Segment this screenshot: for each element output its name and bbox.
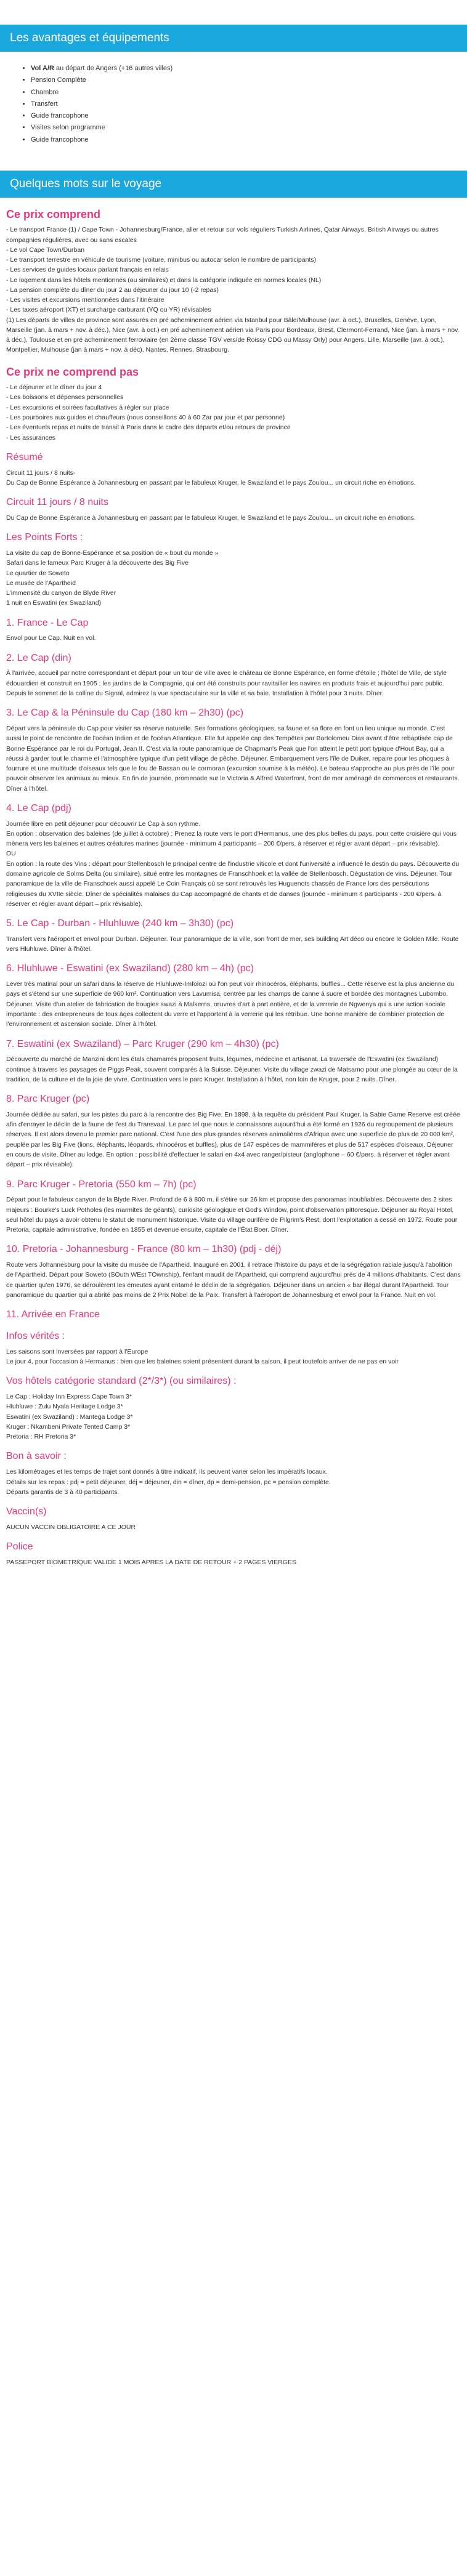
price-includes-line: - La pension complète du dîner du jour 2 au déjeuner du jour 10 (-2 repas) <box>6 286 219 294</box>
infos-title: Infos vérités : <box>6 1331 65 1342</box>
trip-content <box>0 208 467 1567</box>
page <box>0 25 467 1567</box>
advantage-item <box>31 99 467 110</box>
price-includes <box>6 208 461 355</box>
advantage-item-text: au départ de Angers (+16 autres villes) <box>54 65 173 72</box>
infos-line: Le jour 4, pour l'occasion à Hermanus : bien que les baleines soient présentent durant la saison, il peut toutefois arriver de ne pas en voir <box>6 1358 399 1366</box>
highlights-title: Les Points Forts : <box>6 532 83 543</box>
day-4-title: 4. Le Cap (pdj) <box>6 802 71 814</box>
price-excludes-line: - Les boissons et dépenses personnelles <box>6 394 124 402</box>
price-includes-line: - Les taxes aéroport (XT) et surcharge carburant (YQ ou YR) révisables <box>6 306 211 314</box>
highlights-line: Le quartier de Soweto <box>6 569 70 577</box>
words-banner <box>0 171 467 198</box>
highlights <box>6 531 461 608</box>
price-excludes-line: - Les excursions et soirées facultatives à régler sur place <box>6 403 169 411</box>
day-1-line: Envol pour Le Cap. Nuit en vol. <box>6 634 96 642</box>
hotels-line: Pretoria : RH Pretoria 3* <box>6 1433 76 1441</box>
day-7-title: 7. Eswatini (ex Swaziland) – Parc Kruger (290 km – 4h30) (pc) <box>6 1038 279 1049</box>
advantage-item <box>31 63 467 75</box>
price-includes-line: - Le logement dans les hôtels mentionnés (ou similaires) et dans la catégorie indiquée en normes locales (NL) <box>6 276 322 284</box>
advantages-banner <box>0 25 467 52</box>
advantage-item-text: Guide francophone <box>31 135 89 143</box>
day-11 <box>6 1309 461 1322</box>
day-5-line: Transfert vers l'aéroport et envol pour Durban. Déjeuner. Tour panoramique de la ville, son front de mer, ses building Art déco ou encore le Golden Mile. Route vers Hluhluwe. Dîner à l'hôtel. <box>6 935 459 953</box>
vaccines-line: AUCUN VACCIN OBLIGATOIRE A CE JOUR <box>6 1523 136 1531</box>
advantages-list <box>20 63 467 146</box>
price-includes-title: Ce prix comprend <box>6 208 101 220</box>
price-includes-line: - Les services de guides locaux parlant français en relais <box>6 266 169 274</box>
price-excludes-line: - Les pourboires aux guides et chauffeurs (nous conseillons 40 à 60 Zar par jour et par personne) <box>6 414 285 421</box>
good-to-know-line: Détails sur les repas : pdj = petit déjeuner, déj = déjeuner, din = dîner, dp = demi-pension, pc = pension complète. <box>6 1478 331 1486</box>
highlights-line: Safari dans le fameux Parc Kruger à la découverte des Big Five <box>6 559 189 567</box>
day-6-title: 6. Hluhluwe - Eswatini (ex Swaziland) (280 km – 4h) (pc) <box>6 963 254 974</box>
day-3 <box>6 707 461 794</box>
day-2-line: À l'arrivée, accueil par notre correspondant et départ pour un tour de ville avec le château de Bonne Espérance, en forme d'étoile ; l'hôtel de Ville, de style édouardien et construit en 1905 ; les jardins de la Compagnie, qui ont été construits pour ravitailler les navires en produits frais et aujourd'hui parc public. Depuis le sommet de la colline du Signal, admirez la vue spectaculaire sur la ville et sa baie. Installation à l'hôtel pour 3 nuits. Dîner. <box>6 669 447 697</box>
advantage-item <box>31 87 467 99</box>
day-5 <box>6 918 461 954</box>
day-1-title: 1. France - Le Cap <box>6 617 89 628</box>
advantage-item-text: Guide francophone <box>31 112 89 119</box>
day-8-line: Journée dédiée au safari, sur les pistes du parc à la rencontre des Big Five. En 1898, à la requête du président Paul Kruger, la Sabie Game Reserve est créée afin d'enrayer le déclin de la faune de l'est du Transvaal. Le parc tel que nous le connaissons aujourd'hui a été formé en 1926 du regroupement de plusieurs réserves. Il est alors devenu le premier parc national. C'est l'une des plus grandes réserves animalières d'Afrique avec une superficie de plus de 20 000 km², peuplée par les Big Five (lions, éléphants, léopards, rhinocéros et buffles), plus de 147 espèces de mammifères et plus de 517 espèces d'oiseaux. Déjeuner en cours de visite. Dîner au lodge. En option : possibilité d'effectuer le safari en 4x4 avec ranger/pisteur (anglophone – 60 €/pers. à réserver et régler avant départ – prix révisable). <box>6 1110 460 1169</box>
advantages-title: Les avantages et équipements <box>10 31 169 45</box>
highlights-line: Le musée de l'Apartheid <box>6 579 76 587</box>
day-7-line: Découverte du marché de Manzini dont les étals chamarrés proposent fruits, légumes, médecine et artisanat. La traversée de l'Eswatini (ex Swaziland) continue à travers les paysages de Piggs Peak, souvent comparés à la Suisse. Déjeuner. Visite du village zwazi de Matsamo pour une plongée au cœur de la tradition, de la culture et de la joie de vivre. Continuation vers le parc Kruger. Installation à l'hôtel, non loin de Kruger, pour 2 nuits. Dîner. <box>6 1056 458 1083</box>
price-excludes-title: Ce prix ne comprend pas <box>6 365 139 378</box>
advantage-item <box>31 75 467 86</box>
day-4-line: Journée libre en petit déjeuner pour découvrir Le Cap à son rythme. <box>6 820 201 828</box>
day-4-line: En option : observation des baleines (de juillet à octobre) : Prenez la route vers le port d'Hermanus, une des plus belles du pays, pour cette croisière qui vous mènera vers les baleines et autres créatures marines (journée - minimum 4 participants – 200 €/pers. à réserver et régler avant départ – prix révisable). <box>6 830 457 848</box>
price-includes-line: - Le vol Cape Town/Durban <box>6 246 85 254</box>
words-title: Quelques mots sur le voyage <box>10 177 162 191</box>
day-8-title: 8. Parc Kruger (pc) <box>6 1094 90 1105</box>
day-10-line: Route vers Johannesburg pour la visite du musée de l'Apartheid. Inauguré en 2001, il retrace l'histoire du pays et de la ségrégation raciale jusqu'à l'abolition de l'Apartheid. Départ pour Soweto (SOuth WEst TOwnship), l'enfant maudit de l'Apartheid, qui comprend aujourd'hui près de 4 millions d'habitants. C'est dans ce quartier qu'en 1976, se déroulèrent les émeutes ayant entamé le déclin de la ségrégation. Déjeuner dans un ancien « bar illégal durant l'Apartheid. Tour panoramique du quartier qui a abrité pas moins de 2 Prix Nobel de la Paix. Transfert à l'aéroport de Johannesburg et envol pour la France. Nuit en vol. <box>6 1261 461 1299</box>
good-to-know <box>6 1450 461 1497</box>
circuit <box>6 496 461 523</box>
day-9-title: 9. Parc Kruger - Pretoria (550 km – 7h) (pc) <box>6 1179 197 1190</box>
day-4-line: En option : la route des Vins : départ pour Stellenbosch le principal centre de l'industrie viticole et dont l'université a influencé le destin du pays. Découverte du domaine agricole de Solms Delta (ou similaire), situé entre les montagnes de Franschhoek et la vallée de Stellenbosch. Dégustation de vins. Déjeuner. Tour panoramique de la ville de Franschoek aussi appelé Le Coin Français où se sont retrouvés les Huguenots chassés de France lors des persécutions religieuses du XVIIe siècle. Dîner de spécialités malaises du Cap accompagné de chants et de danses (journée - minimum 4 participants - 200 €/pers. à réserver et régler avant départ – prix révisable). <box>6 860 460 908</box>
day-8 <box>6 1093 461 1169</box>
hotels-line: Hluhluwe : Zulu Nyala Heritage Lodge 3* <box>6 1403 123 1411</box>
day-10 <box>6 1243 461 1300</box>
day-4-line: OU <box>6 850 16 858</box>
price-excludes <box>6 365 461 443</box>
price-excludes-line: - Les assurances <box>6 434 55 442</box>
good-to-know-title: Bon à savoir : <box>6 1451 67 1462</box>
advantage-item-text: Pension Complète <box>31 76 86 84</box>
advantage-item-strong: Vol A/R <box>31 65 54 72</box>
day-9-line: Départ pour le fabuleux canyon de la Blyde River. Profond de 6 à 800 m, il s'étire sur 26 km et propose des panoramas inoubliables. Découverte des 2 sites majeurs : Bourke's Luck Potholes (les marmites de géants), curiosité géologique et God's Window, point d'observation pittoresque. Déjeuner au Royal Hotel, seul hôtel du pays a avoir obtenu le statut de monument historique. Visite du village ourifère de Pilgrim's Rest, dont l'exploitation a cessé en 1972. Route pour Pretoria, capitale administrative, fondée en 1855 et devenue ensuite, capitale de l'État Boer. Dîner. <box>6 1196 458 1234</box>
advantage-item-text: Visites selon programme <box>31 124 105 132</box>
highlights-line: L'immensité du canyon de Blyde River <box>6 589 116 597</box>
highlights-line: La visite du cap de Bonne-Espérance et sa position de « bout du monde » <box>6 549 219 557</box>
day-11-title: 11. Arrivée en France <box>6 1309 100 1320</box>
day-9 <box>6 1179 461 1235</box>
hotels-title: Vos hôtels catégorie standard (2*/3*) (ou similaires) : <box>6 1376 237 1387</box>
day-2 <box>6 652 461 699</box>
circuit-title: Circuit 11 jours / 8 nuits <box>6 497 108 508</box>
infos <box>6 1330 461 1367</box>
day-4 <box>6 802 461 909</box>
day-3-line: Départ vers la péninsule du Cap pour visiter sa réserve naturelle. Ses formations géologiques, sa faune et sa flore en font un lieu unique au monde. C'est aussi le point de rencontre de l'océan Indien et de l'océan Atlantique. Elle fut appelée cap des Tempêtes par Bartolomeu Dias avant d'être rebaptisée cap de Bonne Espérance par le roi du Portugal, Jean II. C'est via la route panoramique de Chapman's Peak que l'on atteint le petit port typique d'Hout Bay, qui a réussi à garder tout le charme et l'atmosphère typique d'un petit village de pêche. Déjeuner. Embarquement vers l'île de Duiker, repaire pour les phoques à fourrure et une multitude d'oiseaux tels que le fou de Bassan ou le cormoran (excursion soumise à la météo). Le bateau s'approche au plus près de l'île pour pouvoir observer les animaux au mieux. En fin de journée, promenade sur le Victoria & Alfred Waterfront, front de mer aménagé de commerces et restaurants. Dîner à l'hôtel. <box>6 725 460 793</box>
vaccines <box>6 1506 461 1532</box>
day-7 <box>6 1038 461 1085</box>
price-includes-line: - Les visites et excursions mentionnées dans l'itinéraire <box>6 296 164 304</box>
hotels-line: Kruger : Nkambeni Private Tented Camp 3* <box>6 1423 131 1431</box>
day-1 <box>6 617 461 644</box>
summary-line: Circuit 11 jours / 8 nuits- <box>6 469 76 477</box>
highlights-line: 1 nuit en Eswatini (ex Swaziland) <box>6 599 102 607</box>
hotels-line: Eswatini (ex Swaziland) : Mantega Lodge 3* <box>6 1413 133 1421</box>
police-title: Police <box>6 1541 33 1552</box>
vaccines-title: Vaccin(s) <box>6 1506 47 1517</box>
price-includes-line: (1) Les départs de villes de province sont assurés en pré acheminement aérien via Istanbul pour Bâle/Mulhouse (avr. à oct.), Bruxelles, Genève, Lyon, Marseille (jan. à mars + nov. à déc.), Nice (avr. à oct.) en pré acheminement aérien via Paris pour Bordeaux, Brest, Clermont-Ferrand, Nice (jan. à mars + nov. à déc.), Toulouse et en pré acheminement ferroviaire (en 2ème classe TGV vers/de Roissy CDG ou Massy Orly) pour Angers, Lille, Marseille (avr. à oct.), Montpellier, Mulhouse (jan à mars + nov. à déc), Nantes, Rennes, Strasbourg. <box>6 316 460 354</box>
price-includes-line: - Le transport terrestre en véhicule de tourisme (voiture, minibus ou autocar selon le nombre de participants) <box>6 256 317 264</box>
good-to-know-line: Les kilométrages et les temps de trajet sont donnés à titre indicatif, ils peuvent varier selon les impératifs locaux. <box>6 1468 328 1476</box>
day-5-title: 5. Le Cap - Durban - Hluhluwe (240 km – 3h30) (pc) <box>6 918 234 929</box>
day-6 <box>6 963 461 1029</box>
hotels-line: Le Cap : Holiday Inn Express Cape Town 3* <box>6 1393 132 1401</box>
price-excludes-line: - Les éventuels repas et nuits de transit à Paris dans le cadre des départs et/ou retours de province <box>6 424 291 432</box>
advantage-item <box>31 134 467 146</box>
day-6-line: Lever très matinal pour un safari dans la réserve de Hluhluwe-Imfolozi où l'on peut voir rhinocéros, éléphants, buffles... Cette réserve est la plus ancienne du pays et s'étend sur une superficie de 960 km². Continuation vers Lavumisa, centrée par les champs de canne à sucre et bordée des montagnes Lubombo. Déjeuner. Visite d'un atelier de fabrication de bougies swazi à Malkerns, œuvres d'art à part entière, et de la verrerie de Ngwenya qui a une action sociale importante : des entrepreneurs de tous âges collectent du verre et l'apportent à la verrerie qui les rétribue. Une bonne manière de combiner protection de l'environnement et ascension sociale. Dîner à l'hôtel. <box>6 980 455 1028</box>
advantage-item <box>31 122 467 134</box>
price-includes-line: - Le transport France (1) / Cape Town - Johannesburg/France, aller et retour sur vols réguliers Turkish Airlines, Qatar Airways, British Airways ou autres compagnies régulières, avec ou sans escales <box>6 226 439 244</box>
summary-title: Résumé <box>6 451 43 462</box>
summary <box>6 451 461 488</box>
day-10-title: 10. Pretoria - Johannesburg - France (80 km – 1h30) (pdj - déj) <box>6 1244 282 1255</box>
advantage-item-text: Transfert <box>31 100 58 108</box>
day-3-title: 3. Le Cap & la Péninsule du Cap (180 km – 2h30) (pc) <box>6 708 244 719</box>
circuit-line: Du Cap de Bonne Espérance à Johannesburg en passant par le fabuleux Kruger, le Swaziland et le pays Zoulou... un circuit riche en émotions. <box>6 514 416 522</box>
police-line: PASSEPORT BIOMETRIQUE VALIDE 1 MOIS APRES LA DATE DE RETOUR + 2 PAGES VIERGES <box>6 1558 296 1566</box>
infos-line: Les saisons sont inversées par rapport à l'Europe <box>6 1347 148 1355</box>
police <box>6 1541 461 1567</box>
day-2-title: 2. Le Cap (din) <box>6 652 71 663</box>
advantage-item <box>31 110 467 122</box>
price-excludes-line: - Le déjeuner et le dîner du jour 4 <box>6 384 102 392</box>
advantage-item-text: Chambre <box>31 88 59 96</box>
summary-line: Du Cap de Bonne Espérance à Johannesburg en passant par le fabuleux Kruger, le Swaziland et le pays Zoulou... un circuit riche en émotions. <box>6 478 416 487</box>
good-to-know-line: Départs garantis de 3 à 40 participants. <box>6 1488 120 1496</box>
hotels <box>6 1375 461 1442</box>
